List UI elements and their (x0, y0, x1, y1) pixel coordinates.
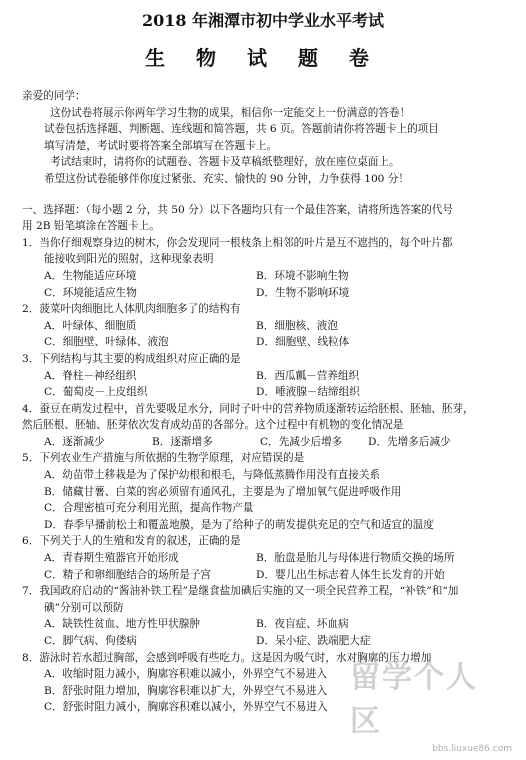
option: C．精子和卵细胞结合的场所是子宫 (44, 568, 212, 581)
watermark-url: bbs.liuxue86.com (432, 744, 512, 754)
question-stem: 7．我国政府启动的“酱油补铁工程”是继食盐加碘后实施的又一项全民营养工程，“补铁”和“加 (22, 585, 459, 598)
question-stem: 3．下列结构与其主要的构成组织对应正确的是 (22, 352, 241, 365)
question-stem: 5．下列农业生产措施与所依据的生物学原理，对应错误的是 (22, 452, 305, 465)
option: C．舒张时阻力减小，胸廓容积难以减小，外界空气不易进入 (44, 701, 328, 714)
intro-paragraph: 试卷包括选择题、判断题、连线题和简答题，共 6 页。答题前请你将答题卡上的项目 (44, 123, 439, 136)
option: B．环境不影响生物 (256, 269, 349, 282)
option: D．生物不影响环境 (256, 286, 350, 299)
site-watermark (350, 660, 520, 756)
question-stem: 能接收到阳光的照射，这种现象表明 (44, 253, 214, 266)
option: B．胎盘是胎儿与母体进行物质交换的场所 (256, 552, 455, 565)
option-row (22, 567, 512, 584)
option-row (22, 550, 512, 567)
question-stem: 1．当你仔细观察身边的树木，你会发现同一根枝条上相邻的叶片是互不遮挡的，每个叶片都 (22, 236, 453, 249)
option: C．细胞壁、叶绿体、液泡 (44, 336, 169, 349)
option: B．储藏甘薯、白菜的窖必须留有通风孔，主要是为了增加氧气促进呼吸作用 (44, 485, 402, 498)
option: A．逐渐减少 (44, 435, 105, 448)
option: A．叶绿体、细胞质 (44, 319, 137, 332)
option: C．先减少后增多 (260, 435, 343, 448)
exam-body (22, 88, 512, 716)
section-heading: 一、选择题：（每小题 2 分，共 50 分）以下各题均只有一个最佳答案，请将所选答案的代号 (22, 203, 453, 216)
option: C．脚气病、佝偻病 (44, 635, 137, 647)
exam-title: 2018 年湘潭市初中学业水平考试 (141, 11, 385, 30)
option-row (22, 633, 512, 650)
intro-paragraph: 这份试卷将展示你两年学习生物的成果，相信你一定能交上一份满意的答卷！ (50, 106, 411, 119)
option-row (22, 334, 512, 351)
option: C．葡萄皮－上皮组织 (44, 386, 148, 399)
option: A．脊柱－神经组织 (44, 369, 137, 382)
option: B．舒张时阻力增加，胸廓容积难以扩大，外界空气不易进入 (44, 684, 328, 697)
option: B．细胞核、液泡 (256, 319, 338, 332)
watermark-text: 留学个人区 (350, 660, 478, 739)
question-stem: 碘”分别可以预防 (44, 601, 124, 614)
option: D．春季早播前松土和覆盖地膜，是为了给种子的萌发提供充足的空气和适宜的温度 (44, 518, 434, 531)
option: A．生物能适应环境 (44, 269, 137, 282)
option: D．先增多后减少 (368, 435, 451, 448)
option: B．夜盲症、坏血病 (256, 618, 349, 631)
option: A．幼苗带土移栽是为了保护幼根和根毛，与降低蒸腾作用没有直接关系 (44, 469, 381, 482)
question-stem: 然后胚根、胚轴、胚芽依次发育成幼苗的各部分。这个过程中有机物的变化情况是 (22, 419, 404, 432)
intro-greeting: 亲爱的同学： (22, 90, 86, 102)
option: D．呆小症、跌端肥大症 (256, 635, 371, 647)
option: A．缺铁性贫血、地方性甲状腺肿 (44, 618, 200, 631)
option: D．细胞壁、线粒体 (256, 336, 350, 349)
option: A．收缩时阻力减小，胸廓容积难以减小，外界空气不易进入 (44, 668, 328, 681)
option: D．唾液腺－结缔组织 (256, 386, 360, 399)
question-stem: 8．游泳时若水超过胸部，会感到呼吸有些吃力。这是因为吸气时，水对胸廓的压力增加 (22, 651, 432, 664)
option: C．环境能适应生物 (44, 286, 137, 299)
question-stem: 2．菠菜叶肉细胞比人体肌肉细胞多了的结构有 (22, 303, 241, 316)
option-row (22, 268, 512, 285)
option-row (22, 616, 512, 633)
option-row (22, 434, 512, 451)
section-heading: 用 2B 铅笔填涂在答题卡上。 (22, 220, 160, 233)
option: A．青春期生殖器官开始形成 (44, 552, 179, 565)
exam-subtitle: 生 物 试 题 卷 (145, 46, 381, 70)
option: C．合理密植可充分利用光照，提高作物产量 (44, 502, 254, 515)
question-stem: 6．下列关于人的生殖和发育的叙述，正确的是 (22, 535, 241, 548)
option: B．逐渐增多 (152, 435, 213, 448)
option: B．西瓜瓤－营养组织 (256, 369, 360, 382)
question-stem: 4．蚕豆在萌发过程中，首先要吸足水分，同时子叶中的营养物质逐渐转运给胚根、胚轴、胚芽， (22, 402, 474, 415)
intro-paragraph: 希望这份试卷能够伴你度过紧张、充实、愉快的 90 分钟，力争获得 100 分！ (44, 172, 409, 185)
option-row (22, 285, 512, 302)
option-row (22, 318, 512, 335)
intro-paragraph: 填写清楚，考试时要将答案全部填写在答题卡上。 (44, 139, 278, 152)
option-row (22, 384, 512, 401)
option: D．婴儿出生标志着人体生长发育的开始 (256, 568, 445, 581)
option-row (22, 368, 512, 385)
intro-paragraph: 考试结束时，请将你的试题卷、答题卡及草稿纸整理好，放在座位桌面上。 (50, 156, 400, 169)
